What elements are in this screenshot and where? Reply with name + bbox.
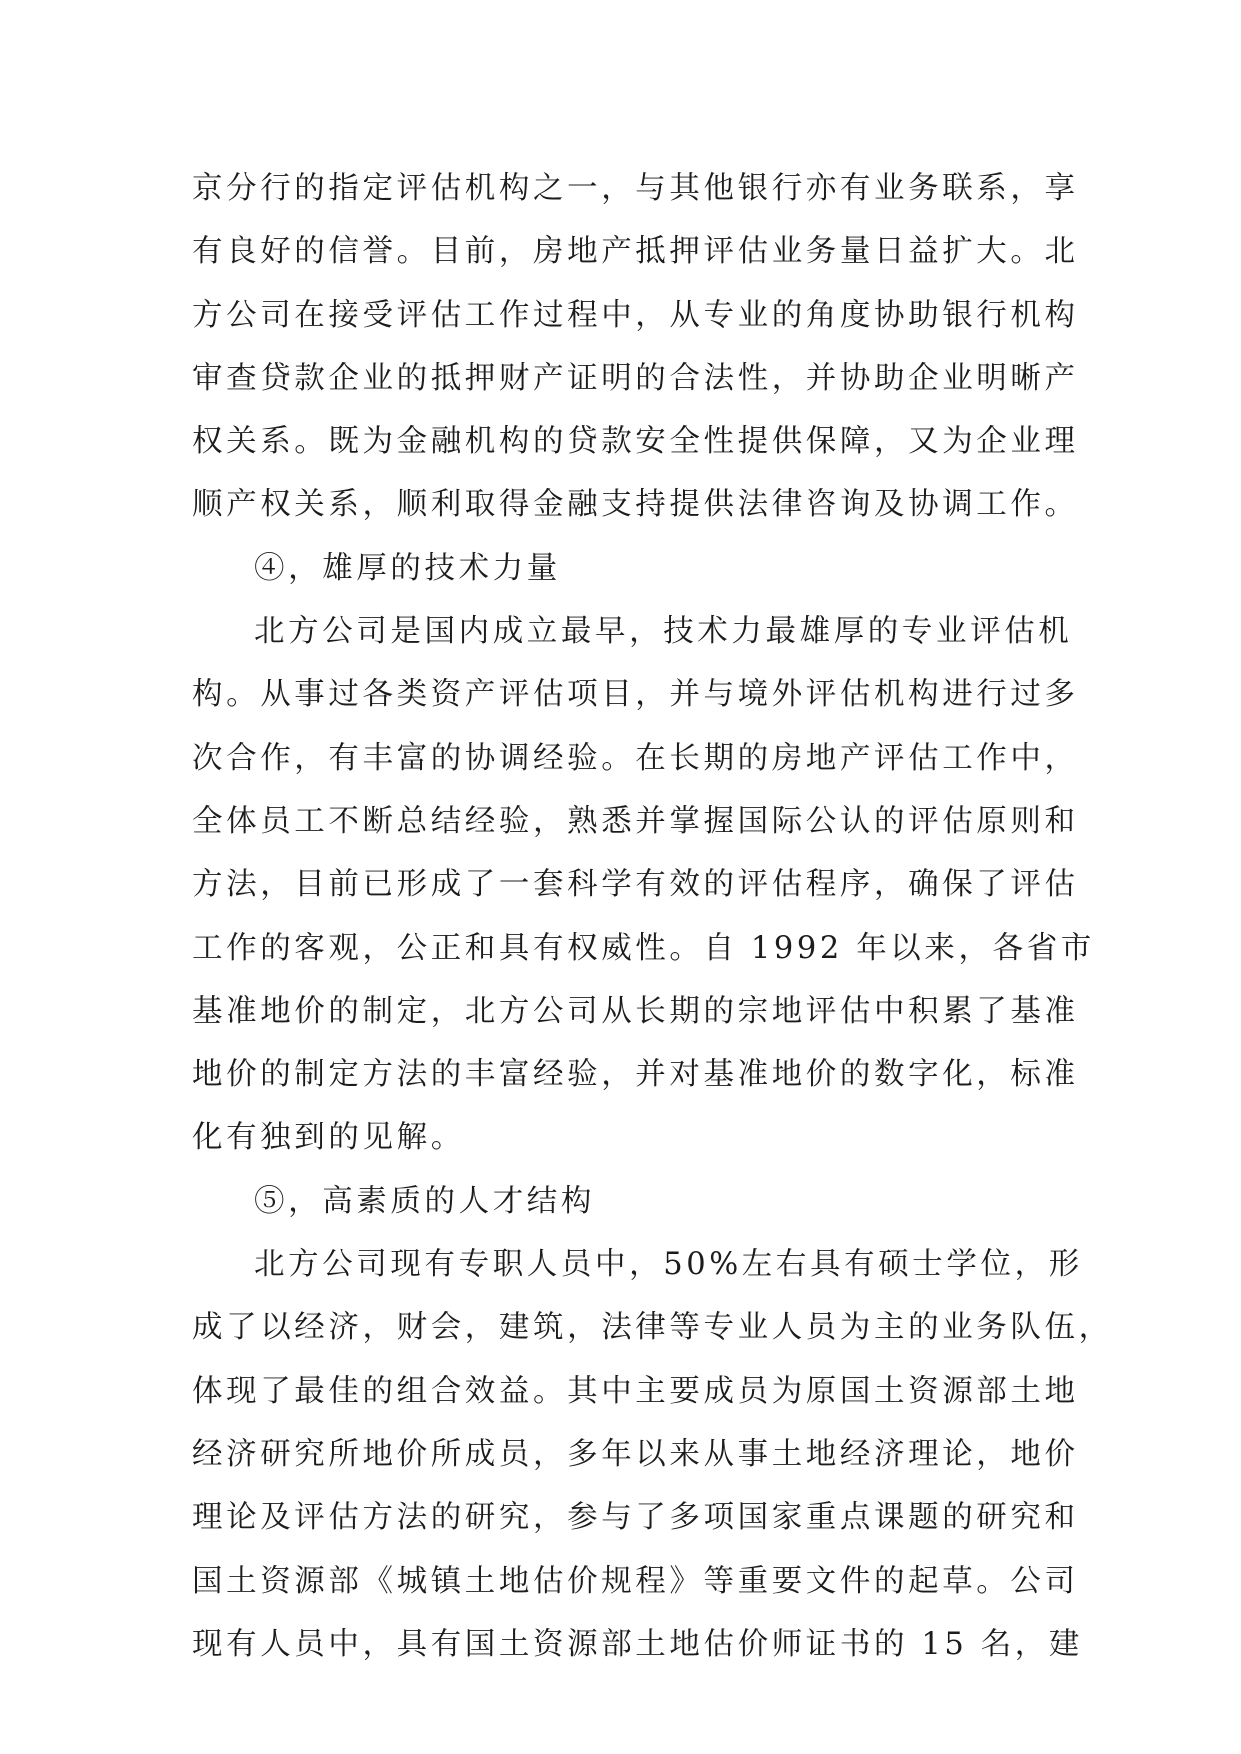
- text-line: 化有独到的见解。: [192, 1120, 465, 1156]
- text-line: 理论及评估方法的研究，参与了多项国家重点课题的研究和: [192, 1500, 1079, 1536]
- text-line: 地价的制定方法的丰富经验，并对基准地价的数字化，标准: [192, 1057, 1079, 1093]
- text-line: 国土资源部《城镇土地估价规程》等重要文件的起草。公司: [192, 1563, 1079, 1599]
- text-line: 现有人员中，具有国土资源部土地估价师证书的 15 名，建: [192, 1626, 1083, 1662]
- text-line: 京分行的指定评估机构之一，与其他银行亦有业务联系，享: [192, 171, 1079, 206]
- text-line: 北方公司是国内成立最早，技术力最雄厚的专业评估机: [254, 614, 1073, 650]
- text-line: 顺产权关系，顺利取得金融支持提供法律咨询及协调工作。: [192, 487, 1079, 523]
- text-line: 经济研究所地价所成员，多年以来从事土地经济理论，地价: [192, 1436, 1079, 1472]
- text-line: 权关系。既为金融机构的贷款安全性提供保障，又为企业理: [192, 424, 1079, 460]
- text-line: 审查贷款企业的抵押财产证明的合法性，并协助企业明晰产: [192, 360, 1079, 396]
- text-line: 工作的客观，公正和具有权威性。自 1992 年以来，各省市: [192, 930, 1095, 966]
- text-line: 北方公司现有专职人员中，50%左右具有硕士学位，形: [254, 1247, 1083, 1283]
- text-line: 有良好的信誉。目前，房地产抵押评估业务量日益扩大。北: [192, 234, 1079, 270]
- text-line: 基准地价的制定，北方公司从长期的宗地评估中积累了基准: [192, 993, 1079, 1029]
- text-line: 方公司在接受评估工作过程中，从专业的角度协助银行机构: [192, 297, 1079, 333]
- section-heading: ④，雄厚的技术力量: [254, 550, 561, 586]
- text-line: 方法，目前已形成了一套科学有效的评估程序，确保了评估: [192, 867, 1079, 903]
- section-heading: ⑤，高素质的人才结构: [254, 1183, 595, 1219]
- text-line: 成了以经济，财会，建筑，法律等专业人员为主的业务队伍，: [192, 1310, 1113, 1346]
- document-body: [192, 157, 1113, 1676]
- text-line: 构。从事过各类资产评估项目，并与境外评估机构进行过多: [192, 677, 1079, 713]
- text-line: 体现了最佳的组合效益。其中主要成员为原国土资源部土地: [192, 1373, 1079, 1409]
- text-line: 次合作，有丰富的协调经验。在长期的房地产评估工作中，: [192, 740, 1079, 776]
- text-line: 全体员工不断总结经验，熟悉并掌握国际公认的评估原则和: [192, 803, 1079, 839]
